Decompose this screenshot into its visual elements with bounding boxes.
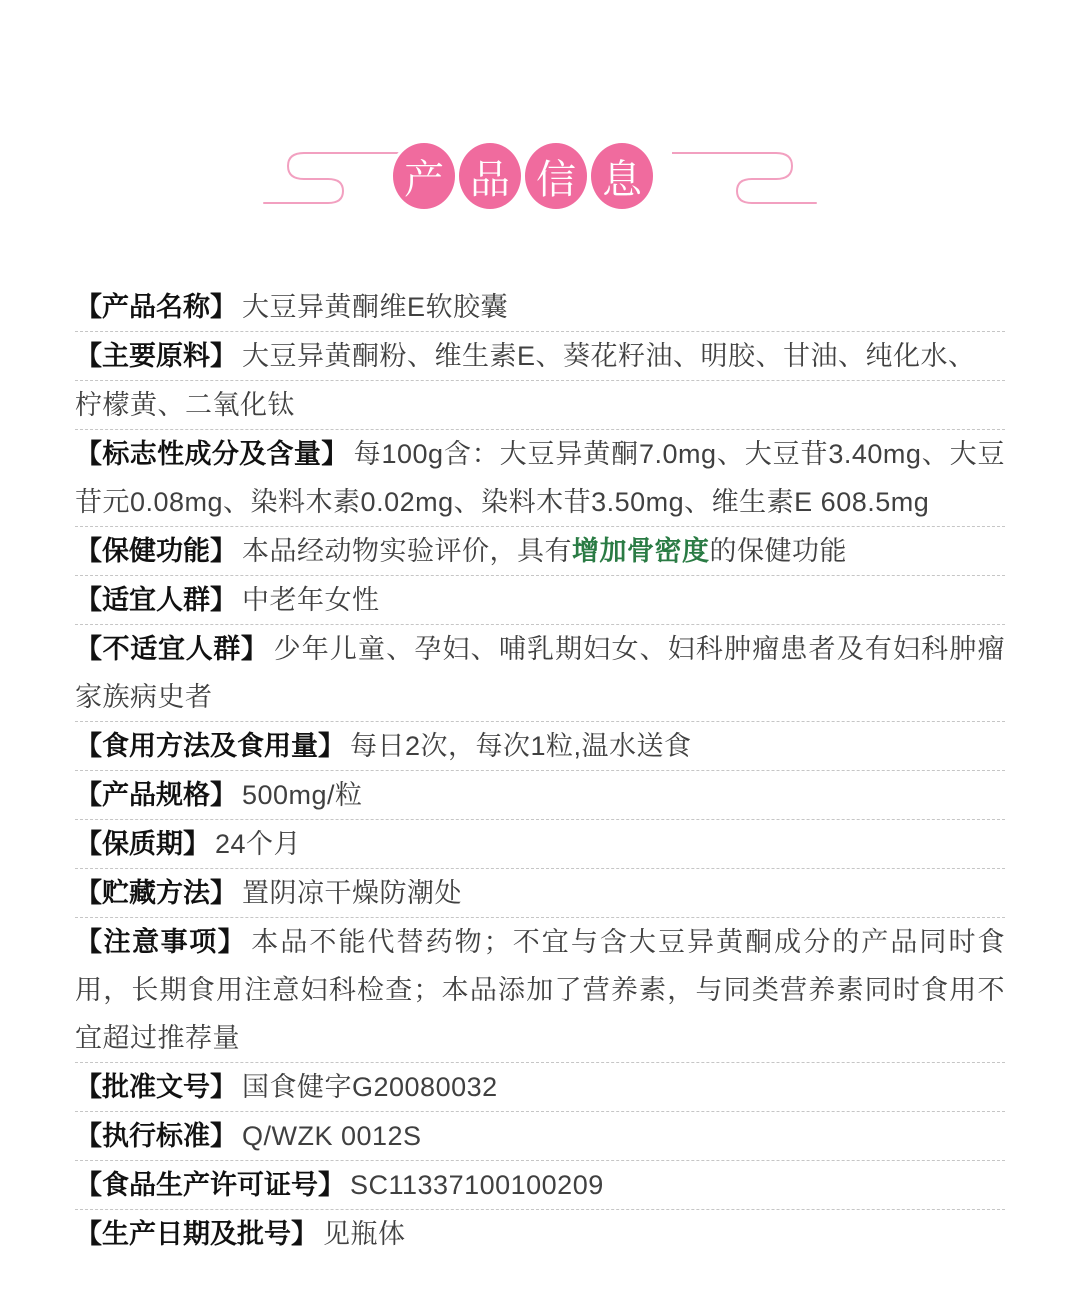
info-row <box>75 625 1005 722</box>
field-label: 【贮藏方法】 <box>75 878 237 908</box>
field-value: SC11337100100209 <box>350 1170 604 1200</box>
field-label: 【主要原料】 <box>75 341 237 371</box>
field-value: 大豆异黄酮粉、维生素E、葵花籽油、明胶、甘油、纯化水、 <box>242 341 976 371</box>
field-label: 【食用方法及食用量】 <box>75 731 345 761</box>
field-value: Q/WZK 0012S <box>242 1121 422 1151</box>
info-row <box>75 1063 1005 1112</box>
field-label: 【生产日期及批号】 <box>75 1219 318 1249</box>
field-label: 【不适宜人群】 <box>75 634 269 664</box>
cloud-swirl-left-icon <box>258 147 408 207</box>
title-char-circle: 信 <box>522 140 590 212</box>
field-value: 本品不能代替药物；不宜与含大豆异黄酮成分的产品同时食用，长期食用注意妇科检查；本品添加了营养素，与同类营养素同时食用不宜超过推荐量 <box>75 927 1006 1053</box>
field-value: 见瓶体 <box>323 1219 406 1249</box>
field-label: 【保健功能】 <box>75 536 237 566</box>
field-label: 【保质期】 <box>75 829 210 859</box>
field-value: 24个月 <box>215 829 302 859</box>
product-info-table <box>75 283 1005 1258</box>
info-row <box>75 576 1005 625</box>
cloud-swirl-right-icon <box>672 147 822 207</box>
field-label: 【标志性成分及含量】 <box>75 439 349 469</box>
field-value: 置阴凉干燥防潮处 <box>242 878 462 908</box>
title-char-circle: 息 <box>588 140 656 212</box>
field-label: 【执行标准】 <box>75 1121 237 1151</box>
field-label: 【食品生产许可证号】 <box>75 1170 345 1200</box>
info-row <box>75 381 1005 430</box>
info-row <box>75 1210 1005 1258</box>
field-value: 国食健字G20080032 <box>242 1072 498 1102</box>
field-value-highlight: 增加骨密度 <box>572 536 710 566</box>
info-row <box>75 1112 1005 1161</box>
field-label: 【适宜人群】 <box>75 585 237 615</box>
page-header <box>0 0 1080 260</box>
field-value: 每日2次，每次1粒,温水送食 <box>350 731 692 761</box>
field-label: 【批准文号】 <box>75 1072 237 1102</box>
field-value: 本品经动物实验评价，具有 <box>242 536 572 566</box>
field-value: 每100g含：大豆异黄酮7.0mg、大豆苷3.40mg、大豆苷元0.08mg、染料木素0.02mg、染料木苷3.50mg、维生素E 608.5mg <box>75 439 1005 517</box>
field-value: 500mg/粒 <box>242 780 363 810</box>
field-value: 柠檬黄、二氧化钛 <box>75 390 295 420</box>
field-value: 大豆异黄酮维E软胶囊 <box>242 292 509 322</box>
info-row <box>75 527 1005 576</box>
info-row <box>75 430 1005 527</box>
field-label: 【产品规格】 <box>75 780 237 810</box>
title-char-circle: 产 <box>390 140 458 212</box>
info-row <box>75 918 1005 1063</box>
info-row <box>75 283 1005 332</box>
field-value: 少年儿童、孕妇、哺乳期妇女、妇科肿瘤患者及有妇科肿瘤家族病史者 <box>75 634 1005 712</box>
info-row <box>75 722 1005 771</box>
info-row <box>75 332 1005 381</box>
info-row <box>75 771 1005 820</box>
field-value: 的保健功能 <box>709 536 847 566</box>
field-label: 【产品名称】 <box>75 292 237 322</box>
field-label: 【注意事项】 <box>75 927 247 957</box>
info-row <box>75 869 1005 918</box>
field-value: 中老年女性 <box>242 585 380 615</box>
title-char-circle: 品 <box>456 140 524 212</box>
info-row <box>75 820 1005 869</box>
info-row <box>75 1161 1005 1210</box>
